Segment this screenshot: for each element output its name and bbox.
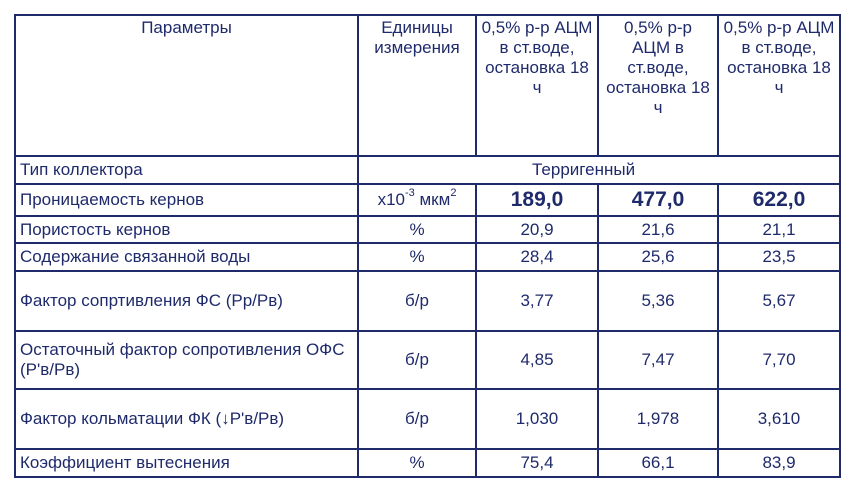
row-value: 5,36 [598, 271, 718, 331]
row-label: Фактор кольматации ФК (↓Р'в/Рв) [15, 389, 358, 449]
row-value: 21,6 [598, 216, 718, 243]
row-value: 5,67 [718, 271, 840, 331]
collector-row [15, 156, 840, 184]
row-unit: б/р [358, 389, 476, 449]
permeability-value-3: 622,0 [718, 184, 840, 216]
collector-value: Терригенный [476, 156, 840, 184]
collector-label: Тип коллектора [15, 156, 358, 184]
row-unit: % [358, 243, 476, 271]
row-value: 25,6 [598, 243, 718, 271]
row-label: Содержание связанной воды [15, 243, 358, 271]
row-value: 3,610 [718, 389, 840, 449]
table-row [15, 216, 840, 243]
row-label: Остаточный фактор сопротивления ОФС (Р'в/Рв) [15, 331, 358, 389]
header-units: Единицы измерения [358, 15, 476, 156]
permeability-value-1: 189,0 [476, 184, 598, 216]
row-unit: % [358, 449, 476, 477]
header-params: Параметры [15, 15, 358, 156]
table-row [15, 449, 840, 477]
row-value: 7,47 [598, 331, 718, 389]
table-row [15, 389, 840, 449]
row-value: 20,9 [476, 216, 598, 243]
row-value: 7,70 [718, 331, 840, 389]
table-row [15, 243, 840, 271]
row-value: 3,77 [476, 271, 598, 331]
permeability-unit: $х10^{-3}$ мкм$^2$ [358, 184, 476, 216]
permeability-row [15, 184, 840, 216]
row-value: 28,4 [476, 243, 598, 271]
row-value: 21,1 [718, 216, 840, 243]
row-value: 83,9 [718, 449, 840, 477]
header-col-3: 0,5% р-р АЦМ в ст.воде, остановка 18 ч [718, 15, 840, 156]
header-col-1: 0,5% р-р АЦМ в ст.воде, остановка 18 ч [476, 15, 598, 156]
table-row [15, 331, 840, 389]
row-unit: % [358, 216, 476, 243]
row-value: 1,978 [598, 389, 718, 449]
header-row [15, 15, 840, 156]
table-row [15, 271, 840, 331]
row-value: 66,1 [598, 449, 718, 477]
row-label: Коэффициент вытеснения [15, 449, 358, 477]
parameters-table [14, 14, 841, 478]
row-label: Пористость кернов [15, 216, 358, 243]
row-value: 4,85 [476, 331, 598, 389]
row-value: 75,4 [476, 449, 598, 477]
row-value: 1,030 [476, 389, 598, 449]
header-col-2: 0,5% р-р АЦМ в ст.воде, остановка 18 ч [598, 15, 718, 156]
permeability-value-2: 477,0 [598, 184, 718, 216]
row-unit: б/р [358, 271, 476, 331]
row-label: Фактор сопртивления ФС (Рр/Рв) [15, 271, 358, 331]
row-value: 23,5 [718, 243, 840, 271]
row-unit: б/р [358, 331, 476, 389]
permeability-label: Проницаемость кернов [15, 184, 358, 216]
